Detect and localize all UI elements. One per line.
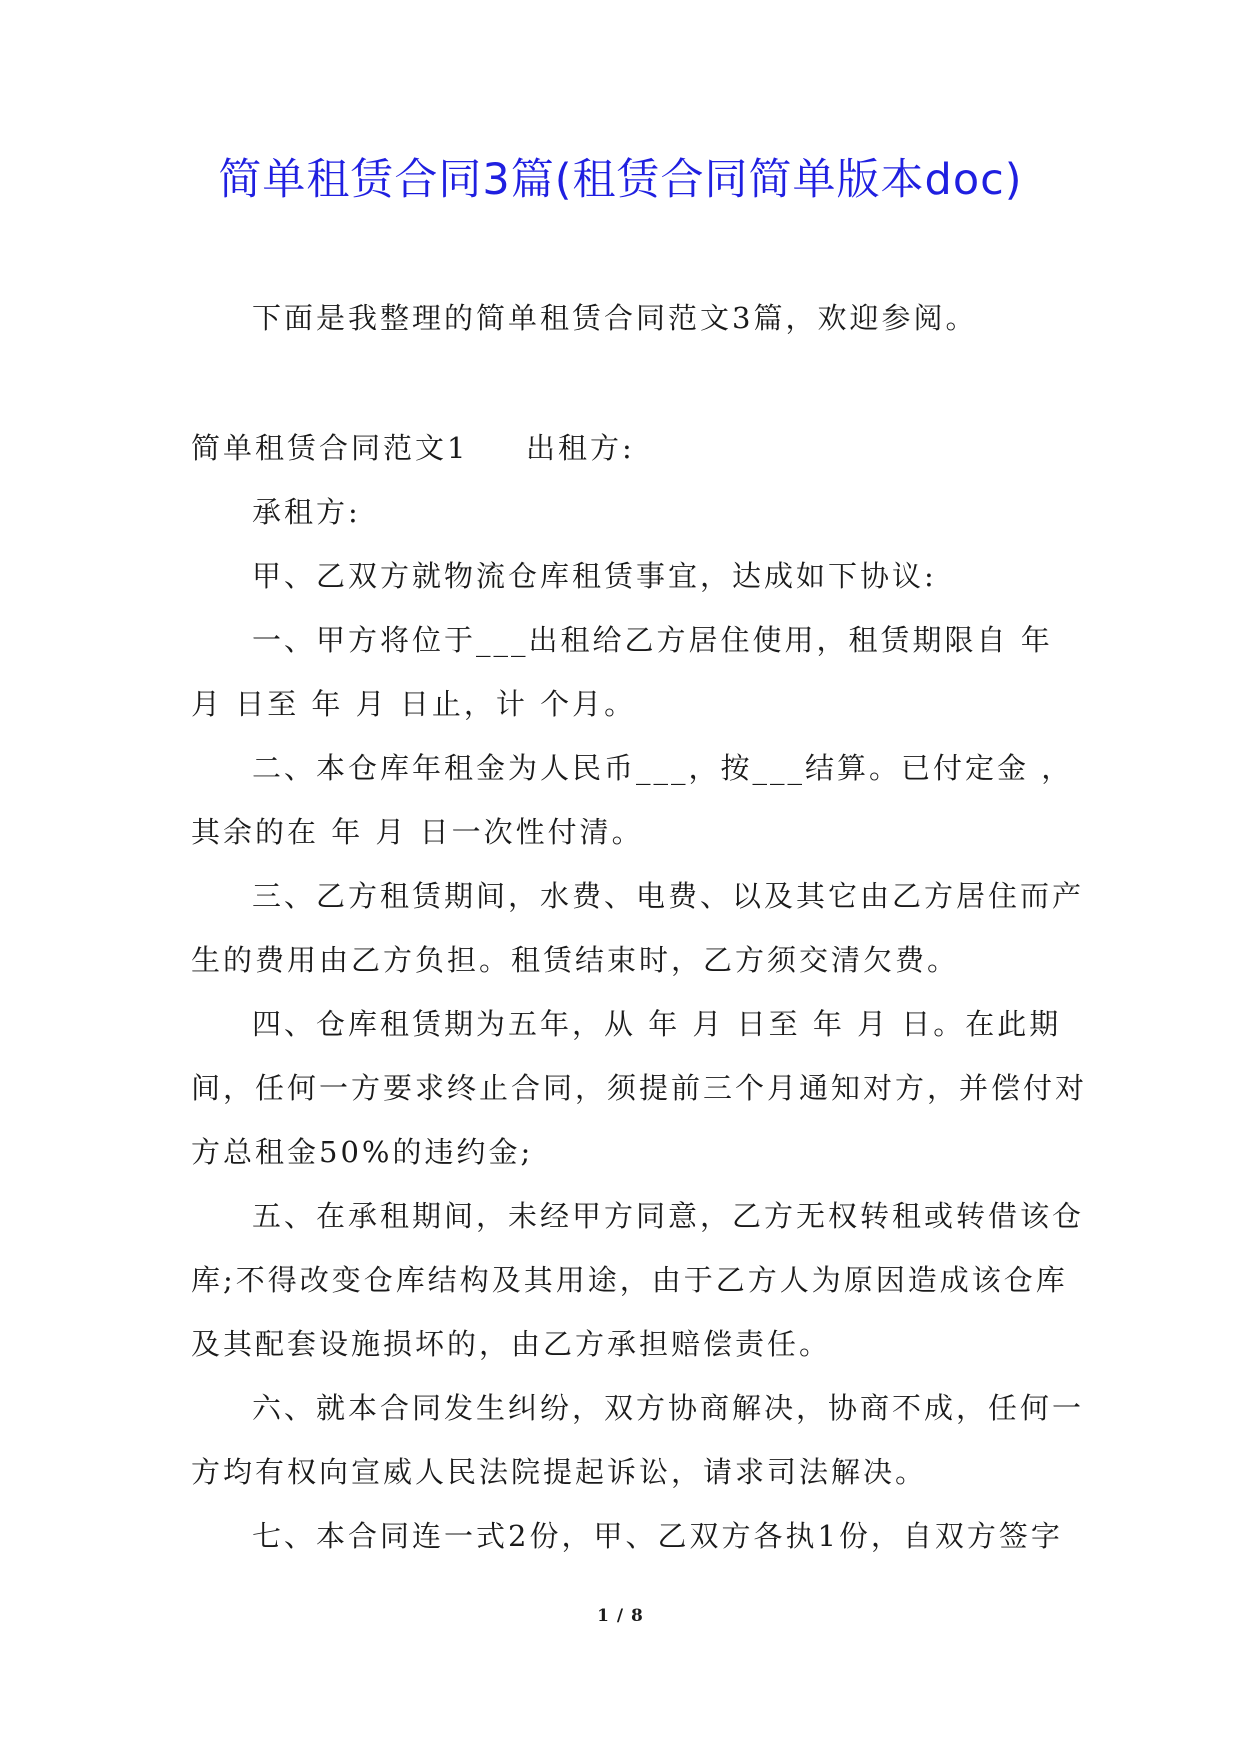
paragraph-line: 五、在承租期间，未经甲方同意，乙方无权转租或转借该仓	[252, 1199, 1085, 1233]
paragraph-line: 四、仓库租赁期为五年，从 年 月 日至 年 月 日。在此期	[252, 1007, 1062, 1041]
paragraph-line: 其余的在 年 月 日一次性付清。	[191, 815, 644, 849]
paragraph-line: 甲、乙双方就物流仓库租赁事宜，达成如下协议:	[252, 559, 937, 593]
paragraph-line: 及其配套设施损坏的，由乙方承担赔偿责任。	[191, 1327, 832, 1361]
paragraph-line: 库;不得改变仓库结构及其用途，由于乙方人为原因造成该仓库	[191, 1263, 1068, 1297]
paragraph-line: 七、本合同连一式2份，甲、乙双方各执1份，自双方签字	[252, 1519, 1063, 1553]
paragraph-line: 二、本仓库年租金为人民币___，按___结算。已付定金 ，	[252, 751, 1074, 785]
page-indicator: 1 / 8	[597, 1606, 644, 1626]
paragraph-line: 一、甲方将位于___出租给乙方居住使用，租赁期限自 年	[252, 623, 1053, 657]
paragraph-line: 方总租金50%的违约金;	[191, 1135, 534, 1169]
lessee-label: 承租方:	[252, 495, 361, 529]
intro-paragraph: 下面是我整理的简单租赁合同范文3篇，欢迎参阅。	[252, 301, 978, 335]
section-heading: 简单租赁合同范文1	[191, 431, 469, 465]
document-title: 简单租赁合同3篇(租赁合同简单版本doc)	[218, 155, 1023, 205]
paragraph-line: 间，任何一方要求终止合同，须提前三个月通知对方，并偿付对	[191, 1071, 1088, 1105]
paragraph-line: 方均有权向宣威人民法院提起诉讼，请求司法解决。	[191, 1455, 928, 1489]
paragraph-line: 月 日至 年 月 日止，计 个月。	[191, 687, 637, 721]
lessor-label: 出租方:	[526, 431, 635, 465]
paragraph-line: 生的费用由乙方负担。租赁结束时，乙方须交清欠费。	[191, 943, 960, 977]
paragraph-line: 六、就本合同发生纠纷，双方协商解决，协商不成，任何一	[252, 1391, 1085, 1425]
paragraph-line: 三、乙方租赁期间，水费、电费、以及其它由乙方居住而产	[252, 879, 1085, 913]
